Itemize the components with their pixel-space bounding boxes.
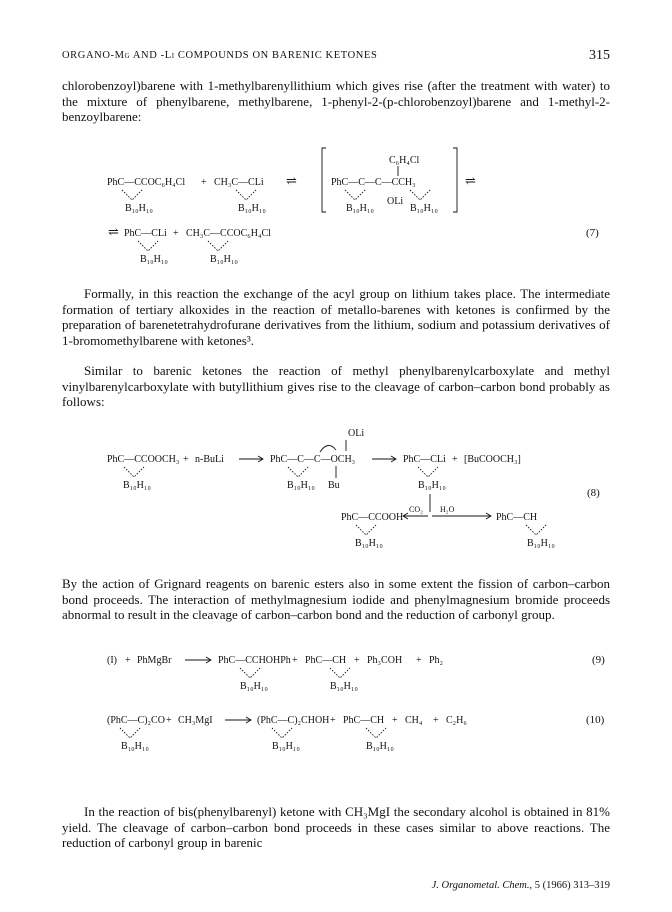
eq8-cage-4: B₁₀H₁₀: [355, 538, 383, 549]
eq7-number: (7): [586, 227, 599, 239]
eq7-product-1: PhC—CLi: [124, 228, 167, 239]
eq7-bracket-left: [322, 148, 326, 212]
eq10-product-4: C₂H₆: [446, 715, 467, 726]
eq8-cage-bridge-1: [124, 467, 144, 477]
eq7-reactant-1: PhC—CCOC₆H₄Cl: [107, 177, 186, 188]
eq8-electron-arrow: [320, 445, 336, 452]
eq7-int-top: C₆H₄Cl: [389, 155, 420, 166]
eq10-cage-bridge-1: [120, 728, 140, 738]
eq9-number: (9): [592, 654, 605, 666]
eq10-cage-3: B₁₀H₁₀: [366, 741, 394, 752]
eq7-cage-bridge-2: [236, 190, 256, 200]
eq10-plus-1: +: [166, 715, 172, 726]
paragraph-1: chlorobenzoyl)barene with 1-methylbarenyllithium which gives rise (after the treatment with water) to the mixture of phenylbarene, methylbarene, 1-phenyl-2-(p-chlorobenzoyl)barene and 1-methyl-2-benzoylbarene:: [62, 78, 610, 125]
eq10-product-1: (PhC—C)₂CHOH: [257, 715, 330, 726]
eq8-cage-1: B₁₀H₁₀: [123, 480, 151, 491]
eq9-product-2: PhC—CH: [305, 655, 347, 666]
eq7-cage-3: B₁₀H₁₀: [346, 203, 374, 214]
eq9-product-3: Ph₃COH: [367, 655, 403, 666]
running-title: ORGANO-Mg AND -Li COMPOUNDS ON BARENIC KETONES: [62, 50, 378, 61]
eq10-plus-4: +: [433, 715, 439, 726]
paragraph-3: Similar to barenic ketones the reaction of methyl phenylbarenylcarboxylate and methyl vinylbarenylcarboxylate with butyllithium gives rise to the cleavage of carbon–carbon bond probably as follows:: [62, 363, 610, 410]
eq8-plus-2: +: [452, 454, 458, 465]
eq9-reactant-1: (I): [107, 655, 117, 666]
eq9-cage-1: B₁₀H₁₀: [240, 681, 268, 692]
paragraph-2: Formally, in this reaction the exchange of the acyl group on lithium takes place. The intermediate formation of tertiary alkoxides in the reaction of metallo-barenes with ketones is confirmed by the preparation of barenetetrahydrofurane derivatives from the lithium, sodium and potassium derivatives of 1-bromomethylbarene with ketones³.: [62, 286, 610, 348]
eq8-intermediate: PhC—C—C—OCH₃: [270, 454, 356, 465]
eq7-plus-1: +: [201, 177, 207, 188]
eq7-cage-6: B₁₀H₁₀: [210, 254, 238, 265]
eq8-plus-1: +: [183, 454, 189, 465]
journal-name: J. Organometal. Chem.,: [431, 880, 533, 891]
eq7-cage-5: B₁₀H₁₀: [140, 254, 168, 265]
eq8-cage-bridge-5: [526, 525, 546, 535]
eq10-cage-bridge-2: [272, 728, 292, 738]
journal-citation: [432, 880, 610, 891]
equation-7: [107, 148, 599, 265]
eq9-reactant-2: PhMgBr: [137, 655, 172, 666]
eq10-reactant-2: CH₃MgI: [178, 715, 213, 726]
eq8-co2-label: CO₂: [409, 505, 423, 514]
eq8-number: (8): [587, 487, 600, 499]
eq8-cage-3: B₁₀H₁₀: [418, 480, 446, 491]
eq8-cage-bridge-2: [288, 467, 308, 477]
eq10-number: (10): [586, 714, 605, 726]
eq7-cage-1: B₁₀H₁₀: [125, 203, 153, 214]
eq10-plus-3: +: [392, 715, 398, 726]
eq7-cage-4: B₁₀H₁₀: [410, 203, 438, 214]
eq7-int-oli: OLi: [387, 196, 404, 207]
eq8-h2o-label: H₂O: [440, 505, 455, 514]
eq9-plus-4: +: [416, 655, 422, 666]
eq7-cage-2: B₁₀H₁₀: [238, 203, 266, 214]
eq8-reactant-1: PhC—CCOOCH₃: [107, 454, 180, 465]
eq9-plus-3: +: [354, 655, 360, 666]
eq8-product-2: [BuCOOCH₃]: [464, 454, 521, 465]
eq10-reactant-1: (PhC—C)₂CO: [107, 715, 165, 726]
journal-volume: 5 (1966) 313–319: [534, 880, 610, 891]
eq10-cage-1: B₁₀H₁₀: [121, 741, 149, 752]
eq7-plus-2: +: [173, 228, 179, 239]
eq7-intermediate: PhC—C—C—CCH₃: [331, 177, 416, 188]
eq7-arrow-3: ⇌: [108, 224, 119, 239]
eq8-reactant-2: n-BuLi: [195, 454, 224, 465]
eq7-cage-bridge-5: [138, 241, 158, 251]
eq9-cage-bridge-1: [240, 668, 260, 678]
eq7-cage-bridge-6: [208, 241, 228, 251]
eq9-plus-2: +: [292, 655, 298, 666]
eq9-cage-2: B₁₀H₁₀: [330, 681, 358, 692]
eq10-cage-bridge-3: [366, 728, 386, 738]
eq8-int-top: OLi: [348, 428, 365, 439]
eq10-cage-2: B₁₀H₁₀: [272, 741, 300, 752]
eq9-plus-1: +: [125, 655, 131, 666]
eq7-cage-bridge-3: [345, 190, 365, 200]
eq7-arrow-2: ⇌: [465, 173, 476, 188]
eq7-product-2: CH₃C—CCOC₆H₄Cl: [186, 228, 271, 239]
eq7-cage-bridge-4: [410, 190, 430, 200]
eq9-product-1: PhC—CCHOHPh: [218, 655, 291, 666]
eq10-product-3: CH₄: [405, 715, 423, 726]
equation-9: [107, 654, 605, 692]
eq9-cage-bridge-2: [330, 668, 350, 678]
equation-8: [107, 428, 600, 549]
eq10-product-2: PhC—CH: [343, 715, 385, 726]
eq7-arrow-1: ⇌: [286, 173, 297, 188]
eq7-bracket-right: [453, 148, 457, 212]
eq8-product-1: PhC—CLi: [403, 454, 446, 465]
paragraph-5: In the reaction of bis(phenylbarenyl) ketone with CH₃MgI the secondary alcohol is obtained in 81% yield. The cleavage of carbon–carbon bond proceeds in these cases similar to above reactions. The reduction of carbonyl group in barenic: [62, 804, 610, 851]
eq7-cage-bridge-1: [122, 190, 142, 200]
eq9-product-4: Ph₂: [429, 655, 444, 666]
eq8-cage-5: B₁₀H₁₀: [527, 538, 555, 549]
equation-10: [107, 714, 605, 752]
eq8-acid: PhC—CCOOH: [341, 512, 404, 523]
eq8-cage-bridge-4: [356, 525, 376, 535]
eq10-plus-2: +: [330, 715, 336, 726]
eq8-phenyl-product: PhC—CH: [496, 512, 538, 523]
paragraph-4: By the action of Grignard reagents on barenic esters also in some extent the fission of carbon–carbon bond proceeds. The interaction of methylmagnesium iodide and phenylmagnesium bromide proceeds abnormal to result in the cleavage of carbon–carbon bond and the reduction of carbonyl group.: [62, 576, 610, 623]
page-number: 315: [589, 48, 610, 63]
eq8-cage-bridge-3: [418, 467, 438, 477]
eq7-reactant-2: CH₃C—CLi: [214, 177, 264, 188]
eq8-cage-2: B₁₀H₁₀: [287, 480, 315, 491]
eq8-int-bu: Bu: [328, 480, 340, 491]
